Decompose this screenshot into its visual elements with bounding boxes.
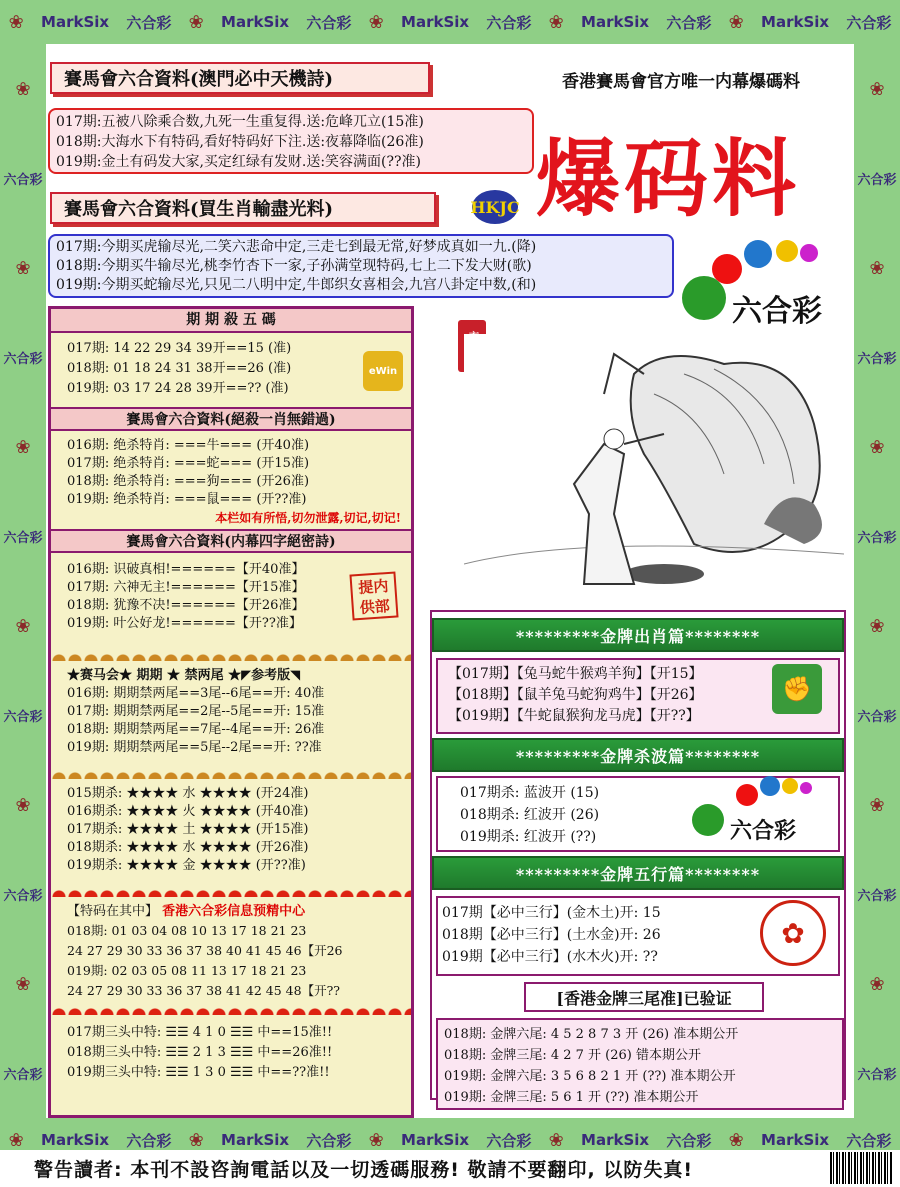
- brand-cn: 六合彩: [486, 13, 532, 32]
- tails-title: ★赛马会★ 期期 ★ 禁两尾 ★◤参考版◥: [67, 668, 301, 683]
- poem-row: 019期:金土有码发大家,买定红绿有发财.送:笑容满面(??准): [56, 154, 421, 170]
- brand-cn: 六合彩: [3, 889, 43, 905]
- special-row: 018期: 01 03 04 08 10 13 17 18 21 23: [67, 923, 307, 938]
- kill5-row: 018期: 01 18 24 31 38开==26 (准): [67, 361, 292, 376]
- poem4-section: [51, 553, 411, 647]
- fist-money-icon: ✊: [772, 664, 822, 714]
- kill5-title: 期 期 殺 五 碼: [51, 309, 411, 333]
- zodiac-box: [48, 234, 674, 298]
- brand-cn: 六合彩: [846, 1131, 892, 1150]
- brand-cn: 六合彩: [3, 710, 43, 726]
- liuhecai-label: 六合彩: [732, 294, 822, 329]
- special-section: [51, 897, 411, 1001]
- stars-section: [51, 779, 411, 883]
- flower-icon: ❀: [869, 257, 885, 279]
- tails-row: 016期: 期期禁两尾==3尾--6尾==开: 40准: [67, 686, 325, 701]
- purple-dot: [800, 244, 818, 262]
- brand-cn: 六合彩: [306, 1131, 352, 1150]
- poem4-row: 019期: 叶公好龙!======【开??准】: [67, 616, 302, 631]
- brand-en: MarkSix: [581, 1131, 650, 1149]
- threehead-row: 017期三头中特: ☰☰ 4 1 0 ☰☰ 中==15准!!: [67, 1025, 333, 1040]
- gold-wuxing-row: 018期【必中三行】(土水金)开: 26: [442, 927, 661, 943]
- brand-cn: 六合彩: [3, 173, 43, 189]
- flower-icon: ❀: [548, 1129, 564, 1151]
- zodiac-row: 017期:今期买虎输尽光,二笑六悲命中定,三走七到最无常,好梦成真如一九.(降): [56, 239, 537, 255]
- flower-icon: ❀: [869, 436, 885, 458]
- gold-tail-row: 018期: 金牌六尾: 4 5 2 8 7 3 开 (26) 准本期公开: [444, 1027, 739, 1042]
- gold-tail-row: 019期: 金牌六尾: 3 5 6 8 2 1 开 (??) 准本期公开: [444, 1069, 736, 1084]
- killzodiac-row: 016期: 绝杀特肖: ===牛=== (开40准): [67, 438, 310, 453]
- brand-en: MarkSix: [401, 1131, 470, 1149]
- flower-icon: ❀: [15, 257, 31, 279]
- brand-en: MarkSix: [581, 13, 650, 31]
- brand-cn: 六合彩: [306, 13, 352, 32]
- gold-wave-title: *********金牌杀波篇********: [432, 738, 844, 772]
- brand-cn: 六合彩: [857, 710, 897, 726]
- barcode: [830, 1152, 892, 1184]
- green-dot: [692, 804, 724, 836]
- inside-stamp: 提内供部: [349, 571, 398, 620]
- brand-en: MarkSix: [41, 13, 110, 31]
- gold-tail-box: [436, 1018, 844, 1110]
- xuanji-tag: 玄機圖: [458, 320, 486, 372]
- brand-cn: 六合彩: [857, 889, 897, 905]
- tails-row: 018期: 期期禁两尾==7尾--4尾==开: 26准: [67, 722, 325, 737]
- gold-zodiac-title: *********金牌出肖篇********: [432, 618, 844, 652]
- kill5-row: 019期: 03 17 24 28 39开==?? (准): [67, 381, 289, 396]
- flower-icon: ❀: [869, 78, 885, 100]
- killzodiac-title: 賽馬會六合資料(絕殺一肖無錯過): [51, 407, 411, 431]
- brand-cn: 六合彩: [846, 13, 892, 32]
- threehead-row: 018期三头中特: ☰☰ 2 1 3 ☰☰ 中==26准!!: [67, 1045, 333, 1060]
- sketch-illustration: [464, 334, 844, 604]
- blue-dot: [744, 240, 772, 268]
- figure-shape: [574, 444, 634, 584]
- brand-cn: 六合彩: [666, 13, 712, 32]
- gold-wuxing-row: 019期【必中三行】(水木火)开: ??: [442, 949, 658, 965]
- threehead-section: [51, 1015, 411, 1087]
- frame-top: [0, 0, 900, 44]
- warning-footer: 警告讀者: 本刊不設咨詢電話以及一切透碼服務! 敬請不要翻印, 以防失真!: [0, 1150, 900, 1187]
- special-row: 24 27 29 30 33 36 37 38 40 41 45 46【开26: [67, 943, 343, 958]
- gold-wuxing-title: *********金牌五行篇********: [432, 856, 844, 890]
- flower-icon: ❀: [368, 11, 384, 33]
- kill5-row: 017期: 14 22 29 34 39开==15 (准): [67, 341, 292, 356]
- brand-cn: 六合彩: [486, 1131, 532, 1150]
- gold-zodiac-row: 【019期】【牛蛇鼠猴狗龙马虎】【开??】: [448, 708, 700, 724]
- purple-dot: [800, 782, 812, 794]
- special-row: 019期: 02 03 05 08 11 13 17 18 21 23: [67, 963, 307, 978]
- mid-title: 賽馬會六合資料(買生肖輸盡光料): [50, 192, 436, 224]
- gold-tail-title: [香港金牌三尾准]已验证: [524, 982, 764, 1012]
- poem4-row: 018期: 犹豫不决!======【开26准】: [67, 598, 305, 613]
- poem4-title: 賽馬會六合資料(内幕四字絕密詩): [51, 529, 411, 553]
- flower-icon: ❀: [188, 1129, 204, 1151]
- flower-icon: ❀: [15, 436, 31, 458]
- header-left-title: 賽馬會六合資料(澳門必中天機詩): [50, 62, 430, 94]
- killzodiac-row: 019期: 绝杀特肖: ===鼠=== (开??准): [67, 492, 307, 507]
- brand-cn: 六合彩: [857, 352, 897, 368]
- flower-icon: ❀: [869, 973, 885, 995]
- big-title: 爆码料: [536, 129, 801, 228]
- gold-zodiac-row: 【017期】【兔马蛇牛猴鸡羊狗】【开15】: [448, 666, 703, 682]
- gold-tail-row: 018期: 金牌三尾: 4 2 7 开 (26) 错本期公开: [444, 1048, 701, 1063]
- brand-cn: 六合彩: [126, 1131, 172, 1150]
- tails-section: [51, 661, 411, 765]
- special-row: 24 27 29 30 33 36 37 38 41 42 45 48【开??: [67, 983, 340, 998]
- killzodiac-note: 本栏如有所悟,切勿泄露,切记,切记!: [215, 511, 401, 525]
- figure-head: [604, 429, 624, 449]
- gold-tail-row: 019期: 金牌三尾: 5 6 1 开 (??) 准本期公开: [444, 1090, 699, 1105]
- pond-shape: [624, 564, 704, 584]
- stars-row: 018期杀: ★★★★ 水 ★★★★ (开26准): [67, 840, 309, 855]
- flower-icon: ❀: [15, 973, 31, 995]
- flower-icon: ❀: [15, 615, 31, 637]
- hkjc-logo: HKJC: [472, 190, 518, 224]
- gold-wuxing-row: 017期【必中三行】(金木土)开: 15: [442, 905, 661, 921]
- flower-icon: ❀: [728, 1129, 744, 1151]
- blue-dot: [760, 776, 780, 796]
- flower-icon: ❀: [869, 794, 885, 816]
- brand-en: MarkSix: [761, 13, 830, 31]
- threehead-row: 019期三头中特: ☰☰ 1 3 0 ☰☰ 中==??准!!: [67, 1065, 330, 1080]
- yellow-dot: [782, 778, 798, 794]
- divider: [51, 883, 411, 897]
- left-panel: [48, 306, 414, 1118]
- flower-icon: ❀: [869, 615, 885, 637]
- gold-zodiac-row: 【018期】【鼠羊兔马蛇狗鸡牛】【开26】: [448, 687, 703, 703]
- poem4-row: 016期: 识破真相!======【开40准】: [67, 562, 305, 577]
- stars-row: 017期杀: ★★★★ 土 ★★★★ (开15准): [67, 822, 309, 837]
- brand-en: MarkSix: [221, 1131, 290, 1149]
- ewin-badge: eWin: [363, 351, 403, 391]
- brand-cn: 六合彩: [666, 1131, 712, 1150]
- flower-icon: ❀: [8, 1129, 24, 1151]
- poem-row: 017期:五被八除乘合数,九死一生重复得.送:危峰兀立(15准): [56, 114, 424, 130]
- brand-cn: 六合彩: [857, 1068, 897, 1084]
- special-label: 【特码在其中】: [67, 904, 159, 919]
- brand-cn: 六合彩: [126, 13, 172, 32]
- killzodiac-section: [51, 431, 411, 529]
- divider: [51, 1001, 411, 1015]
- special-header: [51, 903, 411, 921]
- brand-en: MarkSix: [221, 13, 290, 31]
- tails-row: 017期: 期期禁两尾==2尾--5尾==开: 15准: [67, 704, 325, 719]
- brand-en: MarkSix: [401, 13, 470, 31]
- liuhecai-label-small: 六合彩: [730, 818, 797, 844]
- gold-wave-row: 018期杀: 红波开 (26): [460, 807, 600, 823]
- flower-icon: ❀: [728, 11, 744, 33]
- divider: [51, 647, 411, 661]
- flower-icon: ❀: [188, 11, 204, 33]
- flower-icon: ❀: [15, 794, 31, 816]
- flower-icon: ❀: [368, 1129, 384, 1151]
- frame-right: [854, 44, 900, 1118]
- stars-row: 016期杀: ★★★★ 火 ★★★★ (开40准): [67, 804, 309, 819]
- frame-left: [0, 44, 46, 1118]
- brand-en: MarkSix: [41, 1131, 110, 1149]
- zodiac-row: 018期:今期买牛输尽光,桃李竹杏下一家,子孙满堂现特码,七上二下发大财(歌): [56, 258, 532, 274]
- ground-line: [464, 546, 844, 564]
- poem4-row: 017期: 六神无主!======【开15准】: [67, 580, 305, 595]
- special-center: 香港六合彩信息预精中心: [162, 904, 306, 919]
- brand-cn: 六合彩: [857, 173, 897, 189]
- green-dot: [682, 276, 726, 320]
- killzodiac-row: 018期: 绝杀特肖: ===狗=== (开26准): [67, 474, 310, 489]
- brand-cn: 六合彩: [3, 352, 43, 368]
- bauhinia-emblem-icon: ✿: [760, 900, 826, 966]
- brand-cn: 六合彩: [857, 531, 897, 547]
- brand-en: MarkSix: [761, 1131, 830, 1149]
- tails-row: 019期: 期期禁两尾==5尾--2尾==开: ??准: [67, 740, 322, 755]
- stars-row: 015期杀: ★★★★ 水 ★★★★ (开24准): [67, 786, 309, 801]
- flower-icon: ❀: [548, 11, 564, 33]
- kill5-section: [51, 333, 411, 407]
- flower-icon: ❀: [15, 78, 31, 100]
- gold-wave-row: 017期杀: 蓝波开 (15): [460, 785, 600, 801]
- page-content: [46, 44, 854, 1118]
- red-dot: [736, 784, 758, 806]
- divider: [51, 765, 411, 779]
- yellow-dot: [776, 240, 798, 262]
- flower-icon: ❀: [8, 11, 24, 33]
- header-right-title: 香港賽馬會官方唯一内幕爆碼料: [562, 71, 800, 92]
- poem-row: 018期:大海水下有特码,看好特码好下注.送:夜幕降临(26准): [56, 134, 424, 150]
- gold-wave-row: 019期杀: 红波开 (??): [460, 829, 597, 845]
- brand-cn: 六合彩: [3, 1068, 43, 1084]
- poem-box: [48, 108, 534, 174]
- zodiac-row: 019期:今期买蛇输尽光,只见二八明中定,牛郎织女喜相会,九宫八卦定中数,(和): [56, 277, 537, 293]
- killzodiac-row: 017期: 绝杀特肖: ===蛇=== (开15准): [67, 456, 310, 471]
- brand-cn: 六合彩: [3, 531, 43, 547]
- stars-row: 019期杀: ★★★★ 金 ★★★★ (开??准): [67, 858, 306, 873]
